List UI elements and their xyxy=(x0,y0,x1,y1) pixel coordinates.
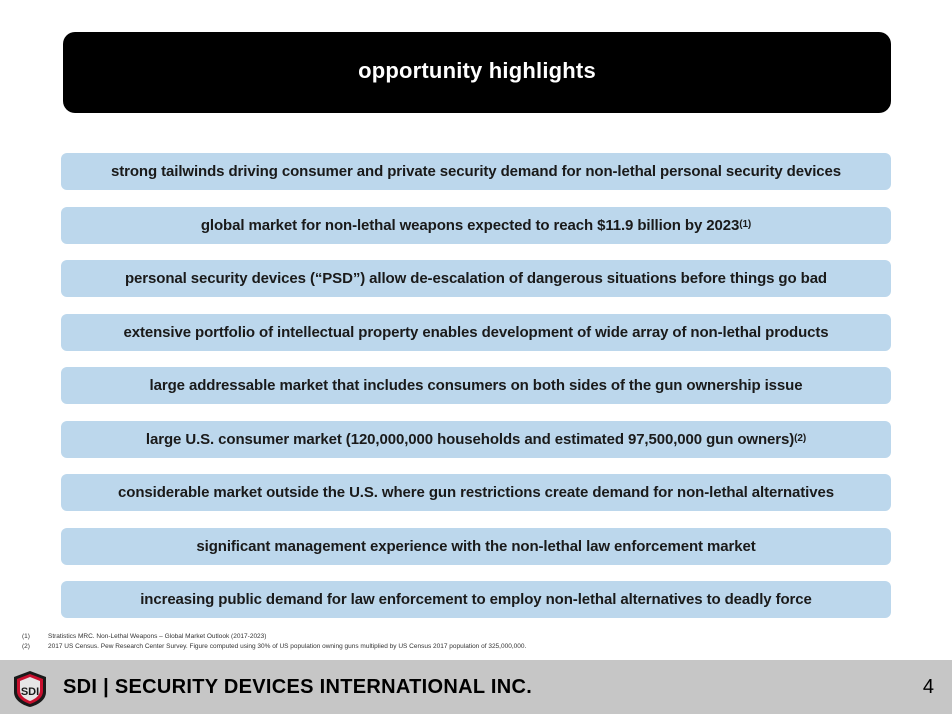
title-bar xyxy=(63,32,891,113)
footnote-number: (2) xyxy=(22,643,30,650)
footnote-text: Stratistics MRC. Non-Lethal Weapons – Global Market Outlook (2017-2023) xyxy=(48,633,267,640)
logo-text: SDI xyxy=(20,686,40,698)
page-number: 4 xyxy=(922,676,934,698)
highlight-item xyxy=(61,528,891,565)
highlight-text: global market for non-lethal weapons expected to reach $11.9 billion by 2023 xyxy=(200,216,740,234)
footnote-ref: (1) xyxy=(739,218,752,230)
highlights-list xyxy=(61,153,891,635)
highlight-text: significant management experience with the non-lethal law enforcement market xyxy=(196,537,756,555)
highlight-text: increasing public demand for law enforcement to employ non-lethal alternatives to deadly force xyxy=(140,591,812,608)
footnote xyxy=(22,642,526,652)
footnote-number: (1) xyxy=(22,633,30,640)
highlight-text: strong tailwinds driving consumer and private security demand for non-lethal personal security devices xyxy=(111,163,841,180)
highlight-item xyxy=(61,260,891,297)
highlight-item xyxy=(61,581,891,618)
sdi-logo-icon xyxy=(12,670,48,708)
footnotes xyxy=(22,632,526,652)
footer xyxy=(0,660,952,714)
highlight-text: extensive portfolio of intellectual property enables development of wide array of non-lethal products xyxy=(123,323,829,341)
footnote-text: 2017 US Census. Pew Research Center Survey. Figure computed using 30% of US population owning guns multiplied by US Census 2017 population of 325,000,000. xyxy=(48,643,527,650)
highlight-text: considerable market outside the U.S. where gun restrictions create demand for non-lethal alternatives xyxy=(118,484,834,501)
highlight-item xyxy=(61,314,891,351)
footnote-ref: (2) xyxy=(794,432,807,444)
highlight-item xyxy=(61,367,891,404)
highlight-item xyxy=(61,421,891,458)
highlight-item xyxy=(61,474,891,511)
highlight-text: large U.S. consumer market (120,000,000 households and estimated 97,500,000 gun owners) xyxy=(145,430,795,448)
company-name: SDI | SECURITY DEVICES INTERNATIONAL INC. xyxy=(63,676,533,698)
footnote xyxy=(22,632,526,642)
highlight-item xyxy=(61,153,891,190)
highlight-text: personal security devices (“PSD”) allow de-escalation of dangerous situations before things go bad xyxy=(124,270,827,287)
page-title: opportunity highlights xyxy=(358,57,596,83)
highlight-item xyxy=(61,207,891,244)
highlight-text: large addressable market that includes consumers on both sides of the gun ownership issue xyxy=(149,377,803,394)
